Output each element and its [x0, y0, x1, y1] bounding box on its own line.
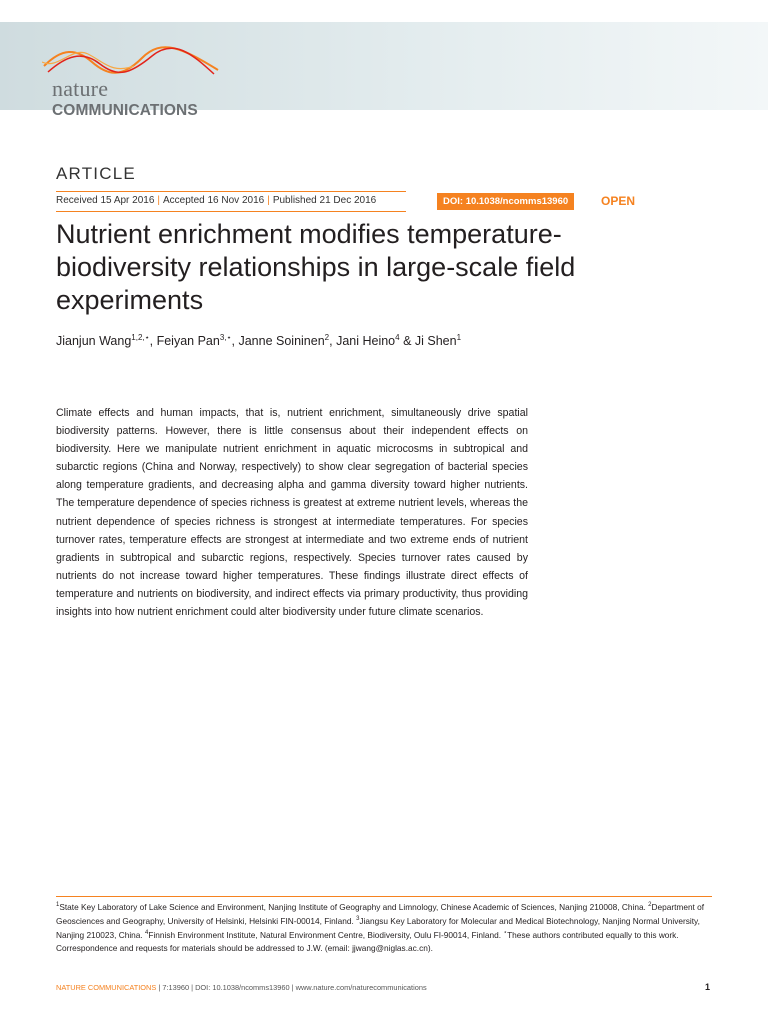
article-type-label: ARTICLE [56, 164, 136, 183]
footnote-text: Department of Geosciences and Geography, University of Helsinki, Helsinki FIN-00014, Finland. [56, 901, 705, 926]
abstract-text: Climate effects and human impacts, that is, nutrient enrichment, simultaneously drive spatial biodiversity patterns. However, there is little consensus about their independent effects on biodiversity. Here we manipulate nutrient enrichment in aquatic microcosms in subtropical and subarctic regions (China and Norway, respectively) to show clear segregation of bacterial species along temperature gradients, and decreasing alpha and gamma diversity toward higher nutrients. The temperature dependence of species richness is greatest at extreme nutrient levels, whereas the nutrient dependence of species richness is strongest at intermediate temperatures. For species turnover rates, temperature effects are strongest at intermediate and two extreme ends of nutrient gradients in subtropical and subarctic regions, respectively. Species turnover rates caused by nutrients do not increase toward higher temperatures. These findings illustrate direct effects of temperature and nutrients on biodiversity, and indirect effects via primary productivity, thus providing insights into how nutrient enrichment could alter biodiversity under future climate scenarios. [56, 407, 528, 619]
author-affiliation: 2 [324, 333, 330, 342]
author-affiliation: 1,2,⋆ [131, 333, 150, 342]
author-affiliation: 4 [395, 333, 400, 342]
accepted-date: Accepted 16 Nov 2016 [163, 195, 265, 206]
author-separator: , [149, 334, 157, 349]
doi-badge[interactable]: DOI: 10.1038/ncomms13960 [437, 193, 574, 210]
open-access-label: OPEN [601, 194, 636, 208]
author-name[interactable]: Janne Soininen [238, 334, 325, 349]
received-date: Received 15 Apr 2016 [56, 195, 155, 206]
author-name[interactable]: Ji Shen [414, 334, 457, 349]
author-list [56, 333, 461, 348]
author-affiliation: 1 [456, 333, 462, 342]
footnote-marker: 2 [648, 902, 652, 908]
footer-citation[interactable]: | 7:13960 | DOI: 10.1038/ncomms13960 | www.nature.com/naturecommunications [156, 983, 427, 992]
date-separator: | [157, 195, 161, 206]
author-separator: , [329, 334, 337, 349]
page-footer [56, 983, 427, 992]
logo-communications-text: COMMUNICATIONS [52, 102, 198, 119]
article-title: Nutrient enrichment modifies temperature-biodiversity relationships in large-scale field experiments [56, 219, 576, 315]
logo-nature-text: nature [52, 76, 109, 101]
affiliations-footnote [56, 899, 712, 954]
footnote-rule [56, 896, 712, 897]
page-number: 1 [705, 982, 711, 992]
dates-rule-bottom [56, 211, 406, 212]
published-date: Published 21 Dec 2016 [272, 195, 377, 206]
dates-rule-top [56, 191, 406, 192]
journal-banner [0, 22, 768, 119]
footnote-marker: ⋆ [503, 930, 508, 937]
author-name[interactable]: Jani Heino [336, 334, 396, 349]
author-separator: , [231, 334, 239, 349]
date-separator: | [267, 195, 270, 206]
author-name[interactable]: Jianjun Wang [56, 334, 132, 349]
footnote-marker: 1 [56, 902, 60, 908]
footnote-text: These authors contributed equally to this work. Correspondence and requests for materials should be addressed to J.W. (email: jjwang@niglas.ac.cn). [56, 930, 679, 953]
footnote-marker: 4 [145, 930, 149, 937]
author-affiliation: 3,⋆ [219, 333, 232, 342]
footer-journal-name: NATURE COMMUNICATIONS [56, 983, 157, 992]
nature-wave-logo-icon [42, 44, 222, 78]
footnote-text: Finnish Environment Institute, Natural Environment Centre, Biodiversity, Oulu FI-90014, Finland. [148, 930, 504, 941]
publication-dates [56, 195, 376, 206]
author-name[interactable]: Feiyan Pan [156, 334, 220, 349]
author-separator: & [399, 334, 415, 349]
footnote-text: State Key Laboratory of Lake Science and Environment, Nanjing Institute of Geography and Limnology, Chinese Academic of Sciences, Nanjing 210008, China. [59, 901, 649, 912]
footnote-marker: 3 [356, 916, 360, 923]
footnote-text: Jiangsu Key Laboratory for Molecular and Medical Biotechnology, Nanjing Normal University, Nanjing 210023, China. [56, 915, 700, 941]
